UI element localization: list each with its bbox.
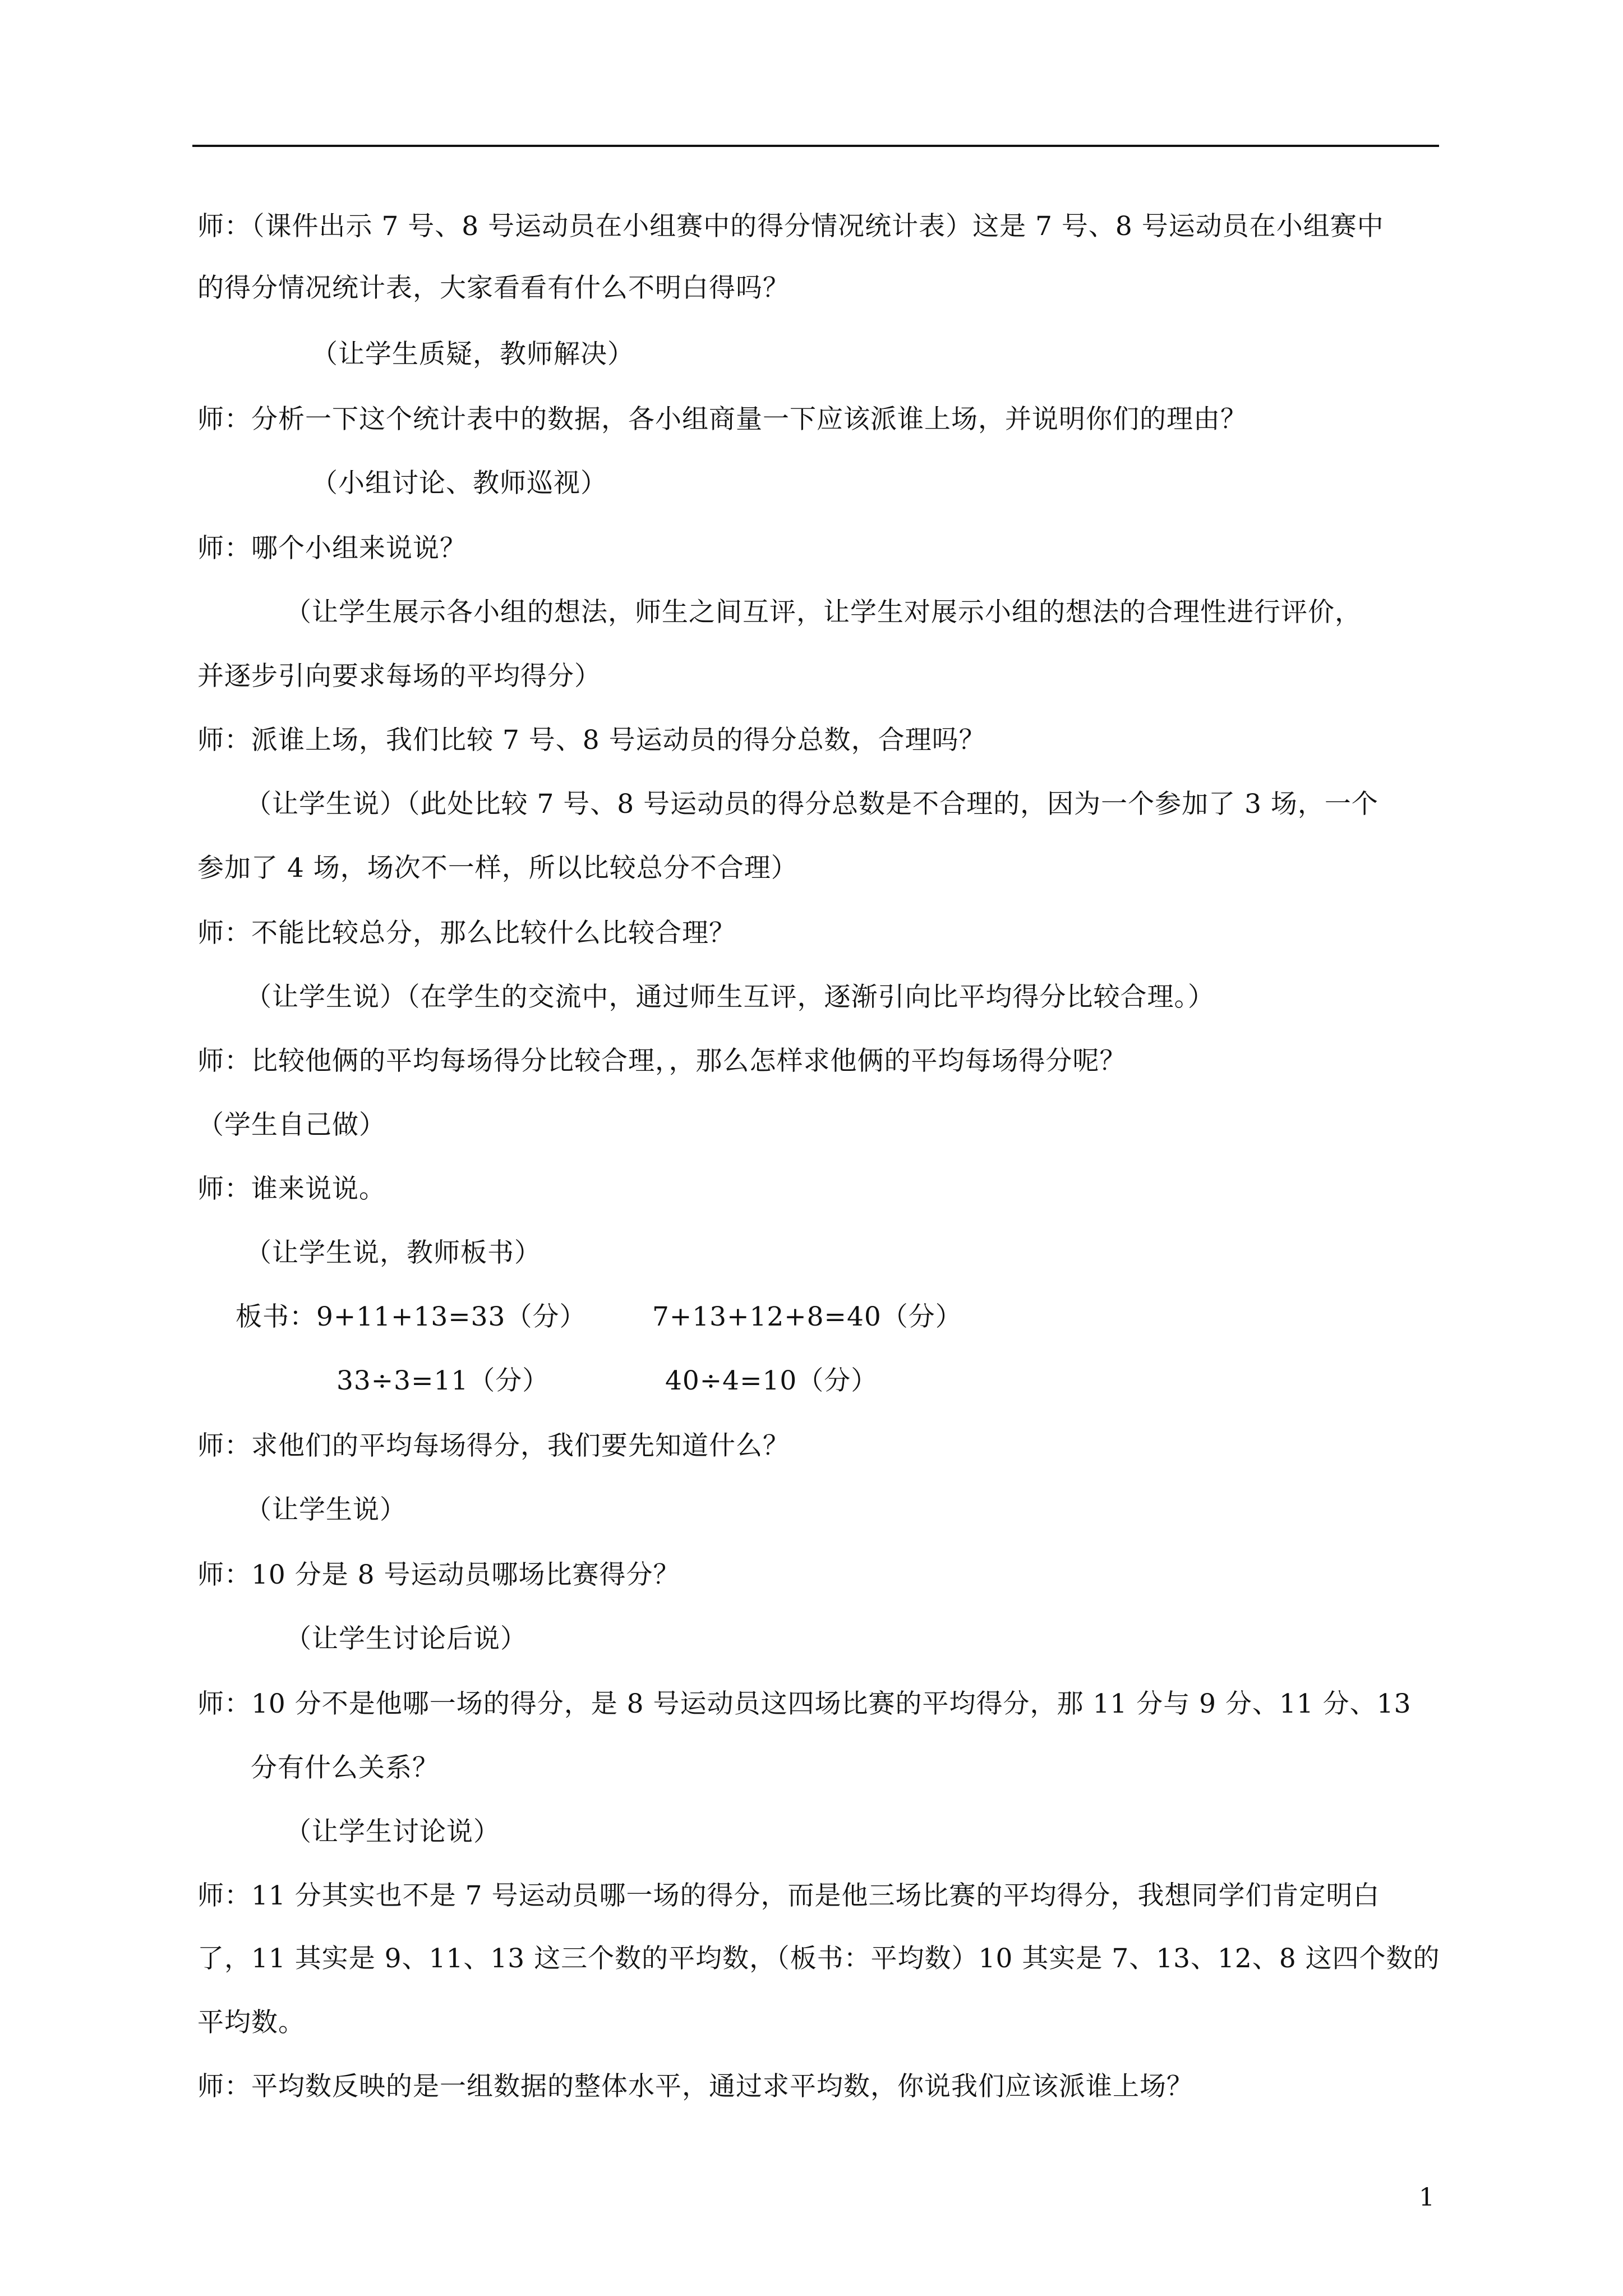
- text-line: （让学生展示各小组的想法，师生之间互评，让学生对展示小组的想法的合理性进行评价，: [285, 597, 1362, 628]
- text-line: （让学生说，教师板书）: [245, 1237, 541, 1268]
- text-line: 的得分情况统计表，大家看看有什么不明白得吗？: [197, 273, 790, 303]
- text-line: （让学生说）（此处比较 7 号、8 号运动员的得分总数是不合理的，因为一个参加了 3 场，一个: [245, 789, 1378, 820]
- board-line: 7+13+12+8=40（分）: [652, 1301, 962, 1332]
- text-line: 分有什么关系？: [251, 1752, 439, 1783]
- text-line: 师：派谁上场，我们比较 7 号、8 号运动员的得分总数，合理吗？: [197, 725, 986, 756]
- text-line: 师：不能比较总分，那么比较什么比较合理？: [197, 918, 736, 949]
- text-line: （小组讨论、教师巡视）: [311, 468, 607, 499]
- text-line: 平均数。: [197, 2007, 305, 2038]
- board-line: 33÷3=11（分）: [336, 1365, 550, 1396]
- text-line: 并逐步引向要求每场的平均得分）: [197, 661, 601, 692]
- text-line: （学生自己做）: [197, 1110, 386, 1140]
- text-line: 师：10 分不是他哪一场的得分，是 8 号运动员这四场比赛的平均得分，那 11 分与 9 分、11 分、13: [197, 1688, 1412, 1719]
- text-line: 参加了 4 场，场次不一样，所以比较总分不合理）: [197, 853, 798, 884]
- header-rule: [192, 145, 1439, 147]
- text-line: 了，11 其实是 9、11、13 这三个数的平均数，（板书：平均数）10 其实是 7、13、12、8 这四个数的: [197, 1943, 1440, 1974]
- text-line: 师：哪个小组来说说？: [197, 533, 467, 564]
- page-number: 1: [1419, 2183, 1435, 2212]
- text-line: （让学生质疑，教师解决）: [311, 339, 634, 370]
- text-line: 师：比较他俩的平均每场得分比较合理，，那么怎样求他俩的平均每场得分呢？: [197, 1046, 1127, 1076]
- text-line: 师：求他们的平均每场得分，我们要先知道什么？: [197, 1430, 790, 1461]
- text-line: 师：平均数反映的是一组数据的整体水平，通过求平均数，你说我们应该派谁上场？: [197, 2071, 1193, 2102]
- board-line: 40÷4=10（分）: [665, 1365, 878, 1396]
- text-line: （让学生讨论后说）: [285, 1623, 527, 1654]
- text-line: 师：11 分其实也不是 7 号运动员哪一场的得分，而是他三场比赛的平均得分，我想同学们肯定明白: [197, 1880, 1380, 1911]
- text-line: （让学生说）: [245, 1494, 407, 1525]
- text-line: 师：10 分是 8 号运动员哪场比赛得分？: [197, 1559, 680, 1590]
- text-line: 师：谁来说说。: [197, 1174, 386, 1204]
- board-line: 板书：9+11+13=33（分）: [236, 1301, 587, 1332]
- text-line: 师：分析一下这个统计表中的数据，各小组商量一下应该派谁上场，并说明你们的理由？: [197, 404, 1247, 435]
- text-line: （让学生讨论说）: [285, 1816, 500, 1847]
- text-line: （让学生说）（在学生的交流中，通过师生互评，逐渐引向比平均得分比较合理。）: [245, 982, 1215, 1013]
- text-line: 师：（课件出示 7 号、8 号运动员在小组赛中的得分情况统计表）这是 7 号、8 号运动员在小组赛中: [197, 211, 1384, 242]
